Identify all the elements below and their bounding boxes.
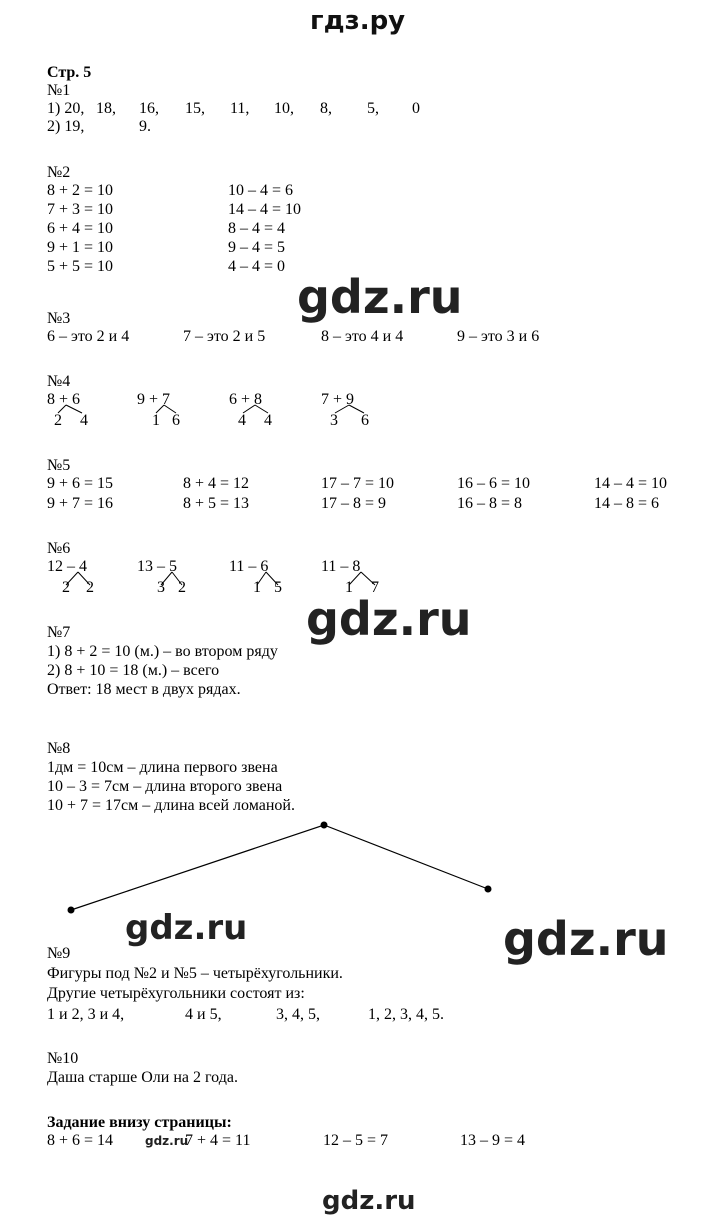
task-10-line: Даша старше Оли на 2 года.: [47, 1069, 238, 1086]
task-4-part: 6: [172, 412, 180, 429]
task-1-line1-item: 11,: [230, 100, 250, 117]
task-1-line1-item: 10,: [274, 100, 294, 117]
task-1-line1-item: 18,: [96, 100, 116, 117]
task-6-expr: 11 – 6: [229, 558, 269, 575]
bottom-task-title: Задание внизу страницы:: [47, 1114, 232, 1131]
task-4-title: №4: [47, 373, 71, 390]
task-1-line2-item: 2) 19,: [47, 118, 85, 135]
branch-line: [156, 405, 176, 413]
task-6-part: 1: [345, 579, 353, 596]
task-6-part: 7: [371, 579, 379, 596]
task-4-expr: 9 + 7: [137, 391, 171, 408]
task-4-part: 3: [330, 412, 338, 429]
task-6-part: 2: [62, 579, 70, 596]
task-6-part: 3: [157, 579, 165, 596]
site-header[interactable]: гдз.ру: [310, 6, 406, 36]
bottom-task-eq: 12 – 5 = 7: [323, 1132, 389, 1149]
task-4-part: 4: [264, 412, 272, 429]
task-8-title: №8: [47, 740, 71, 757]
task-5-eq: 17 – 7 = 10: [321, 475, 395, 492]
task-9-line: Фигуры под №2 и №5 – четырёхугольники.: [47, 965, 343, 982]
task-1-line1-item: 8,: [320, 100, 332, 117]
watermark-logo: gdz.ru: [322, 1186, 416, 1216]
task-4-expr: 7 + 9: [321, 391, 355, 408]
task-2-left-eq: 6 + 4 = 10: [47, 220, 114, 237]
task-1-line1-item: 16,: [139, 100, 159, 117]
task-3-item: 9 – это 3 и 6: [457, 328, 540, 345]
task-6-title: №6: [47, 540, 71, 557]
branch-line: [58, 405, 82, 413]
task-2-left-eq: 9 + 1 = 10: [47, 239, 114, 256]
task-2-right-eq: 9 – 4 = 5: [228, 239, 286, 256]
branch-line: [243, 405, 268, 413]
watermark-logo: gdz.ru: [145, 1134, 189, 1148]
task-2-right-eq: 14 – 4 = 10: [228, 201, 302, 218]
task-7-title: №7: [47, 624, 71, 641]
watermark-logo: gdz.ru: [503, 912, 669, 966]
task-5-eq: 16 – 6 = 10: [457, 475, 531, 492]
task-8-polyline: [68, 822, 492, 914]
bottom-task-eq: 7 + 4 = 11: [185, 1132, 251, 1149]
task-9-line: Другие четырёхугольники состоят из:: [47, 985, 305, 1002]
task-4-part: 4: [80, 412, 88, 429]
task-5-eq: 14 – 4 = 10: [594, 475, 668, 492]
task-8-line: 10 – 3 = 7см – длина второго звена: [47, 778, 283, 795]
task-2-left-eq: 8 + 2 = 10: [47, 182, 114, 199]
task-9-title: №9: [47, 945, 71, 962]
task-3-item: 8 – это 4 и 4: [321, 328, 404, 345]
task-4-expr: 8 + 6: [47, 391, 81, 408]
bottom-task-eq: 13 – 9 = 4: [460, 1132, 526, 1149]
task-6-expr: 12 – 4: [47, 558, 87, 575]
task-5-eq: 14 – 8 = 6: [594, 495, 660, 512]
task-1-line1-item: 0: [412, 100, 420, 117]
task-7-line: Ответ: 18 мест в двух рядах.: [47, 681, 241, 698]
task-5-eq: 8 + 4 = 12: [183, 475, 250, 492]
branch-line: [257, 572, 278, 585]
task-3-item: 6 – это 2 и 4: [47, 328, 130, 345]
branch-line: [66, 572, 90, 585]
task-6-part: 1: [253, 579, 261, 596]
branch-line: [335, 405, 364, 413]
watermark-logo: gdz.ru: [297, 270, 463, 324]
task-5-title: №5: [47, 457, 71, 474]
watermark-logo: gdz.ru: [306, 592, 472, 646]
task-6-part: 5: [274, 579, 282, 596]
task-5-eq: 17 – 8 = 9: [321, 495, 387, 512]
bottom-task-eq: 8 + 6 = 14: [47, 1132, 114, 1149]
polyline-vertex: [485, 886, 492, 893]
polyline-vertex: [68, 907, 75, 914]
page-label: Стр. 5: [47, 64, 92, 81]
task-1-line1-item: 15,: [185, 100, 205, 117]
task-6-part: 2: [178, 579, 186, 596]
task-2-right-eq: 8 – 4 = 4: [228, 220, 286, 237]
polyline-vertex: [321, 822, 328, 829]
task-6-expr: 11 – 8: [321, 558, 361, 575]
task-5-eq: 8 + 5 = 13: [183, 495, 250, 512]
task-6-part: 2: [86, 579, 94, 596]
task-3-item: 7 – это 2 и 5: [183, 328, 266, 345]
task-9-item: 1 и 2, 3 и 4,: [47, 1006, 125, 1023]
task-1-line1-item: 1) 20,: [47, 100, 85, 117]
task-4-part: 2: [54, 412, 62, 429]
task-9-item: 4 и 5,: [185, 1006, 222, 1023]
task-9-item: 1, 2, 3, 4, 5.: [368, 1006, 444, 1023]
task-6-expr: 13 – 5: [137, 558, 177, 575]
task-3-title: №3: [47, 310, 71, 327]
task-7-line: 2) 8 + 10 = 18 (м.) – всего: [47, 662, 220, 679]
task-1-line1-item: 5,: [367, 100, 379, 117]
task-2-right-eq: 10 – 4 = 6: [228, 182, 294, 199]
task-10-title: №10: [47, 1050, 79, 1067]
task-4-branches: [58, 405, 364, 413]
task-8-line: 1дм = 10см – длина первого звена: [47, 759, 278, 776]
branch-line: [161, 572, 182, 585]
task-9-item: 3, 4, 5,: [276, 1006, 320, 1023]
task-2-left-eq: 7 + 3 = 10: [47, 201, 114, 218]
task-4-expr: 6 + 8: [229, 391, 263, 408]
task-2-title: №2: [47, 164, 71, 181]
polyline-segments: [71, 825, 488, 910]
task-4-part: 4: [238, 412, 246, 429]
task-7-line: 1) 8 + 2 = 10 (м.) – во втором ряду: [47, 643, 278, 660]
task-5-eq: 9 + 6 = 15: [47, 475, 114, 492]
branch-line: [349, 572, 375, 585]
task-2-right-eq: 4 – 4 = 0: [228, 258, 286, 275]
task-6-branches: [66, 572, 375, 585]
task-4-part: 6: [361, 412, 369, 429]
task-5-eq: 16 – 8 = 8: [457, 495, 523, 512]
task-8-line: 10 + 7 = 17см – длина всей ломаной.: [47, 797, 295, 814]
task-5-eq: 9 + 7 = 16: [47, 495, 114, 512]
task-1-line2-item: 9.: [139, 118, 151, 135]
task-1-title: №1: [47, 82, 71, 99]
task-2-left-eq: 5 + 5 = 10: [47, 258, 114, 275]
task-4-part: 1: [152, 412, 160, 429]
watermark-logo: gdz.ru: [125, 908, 248, 948]
